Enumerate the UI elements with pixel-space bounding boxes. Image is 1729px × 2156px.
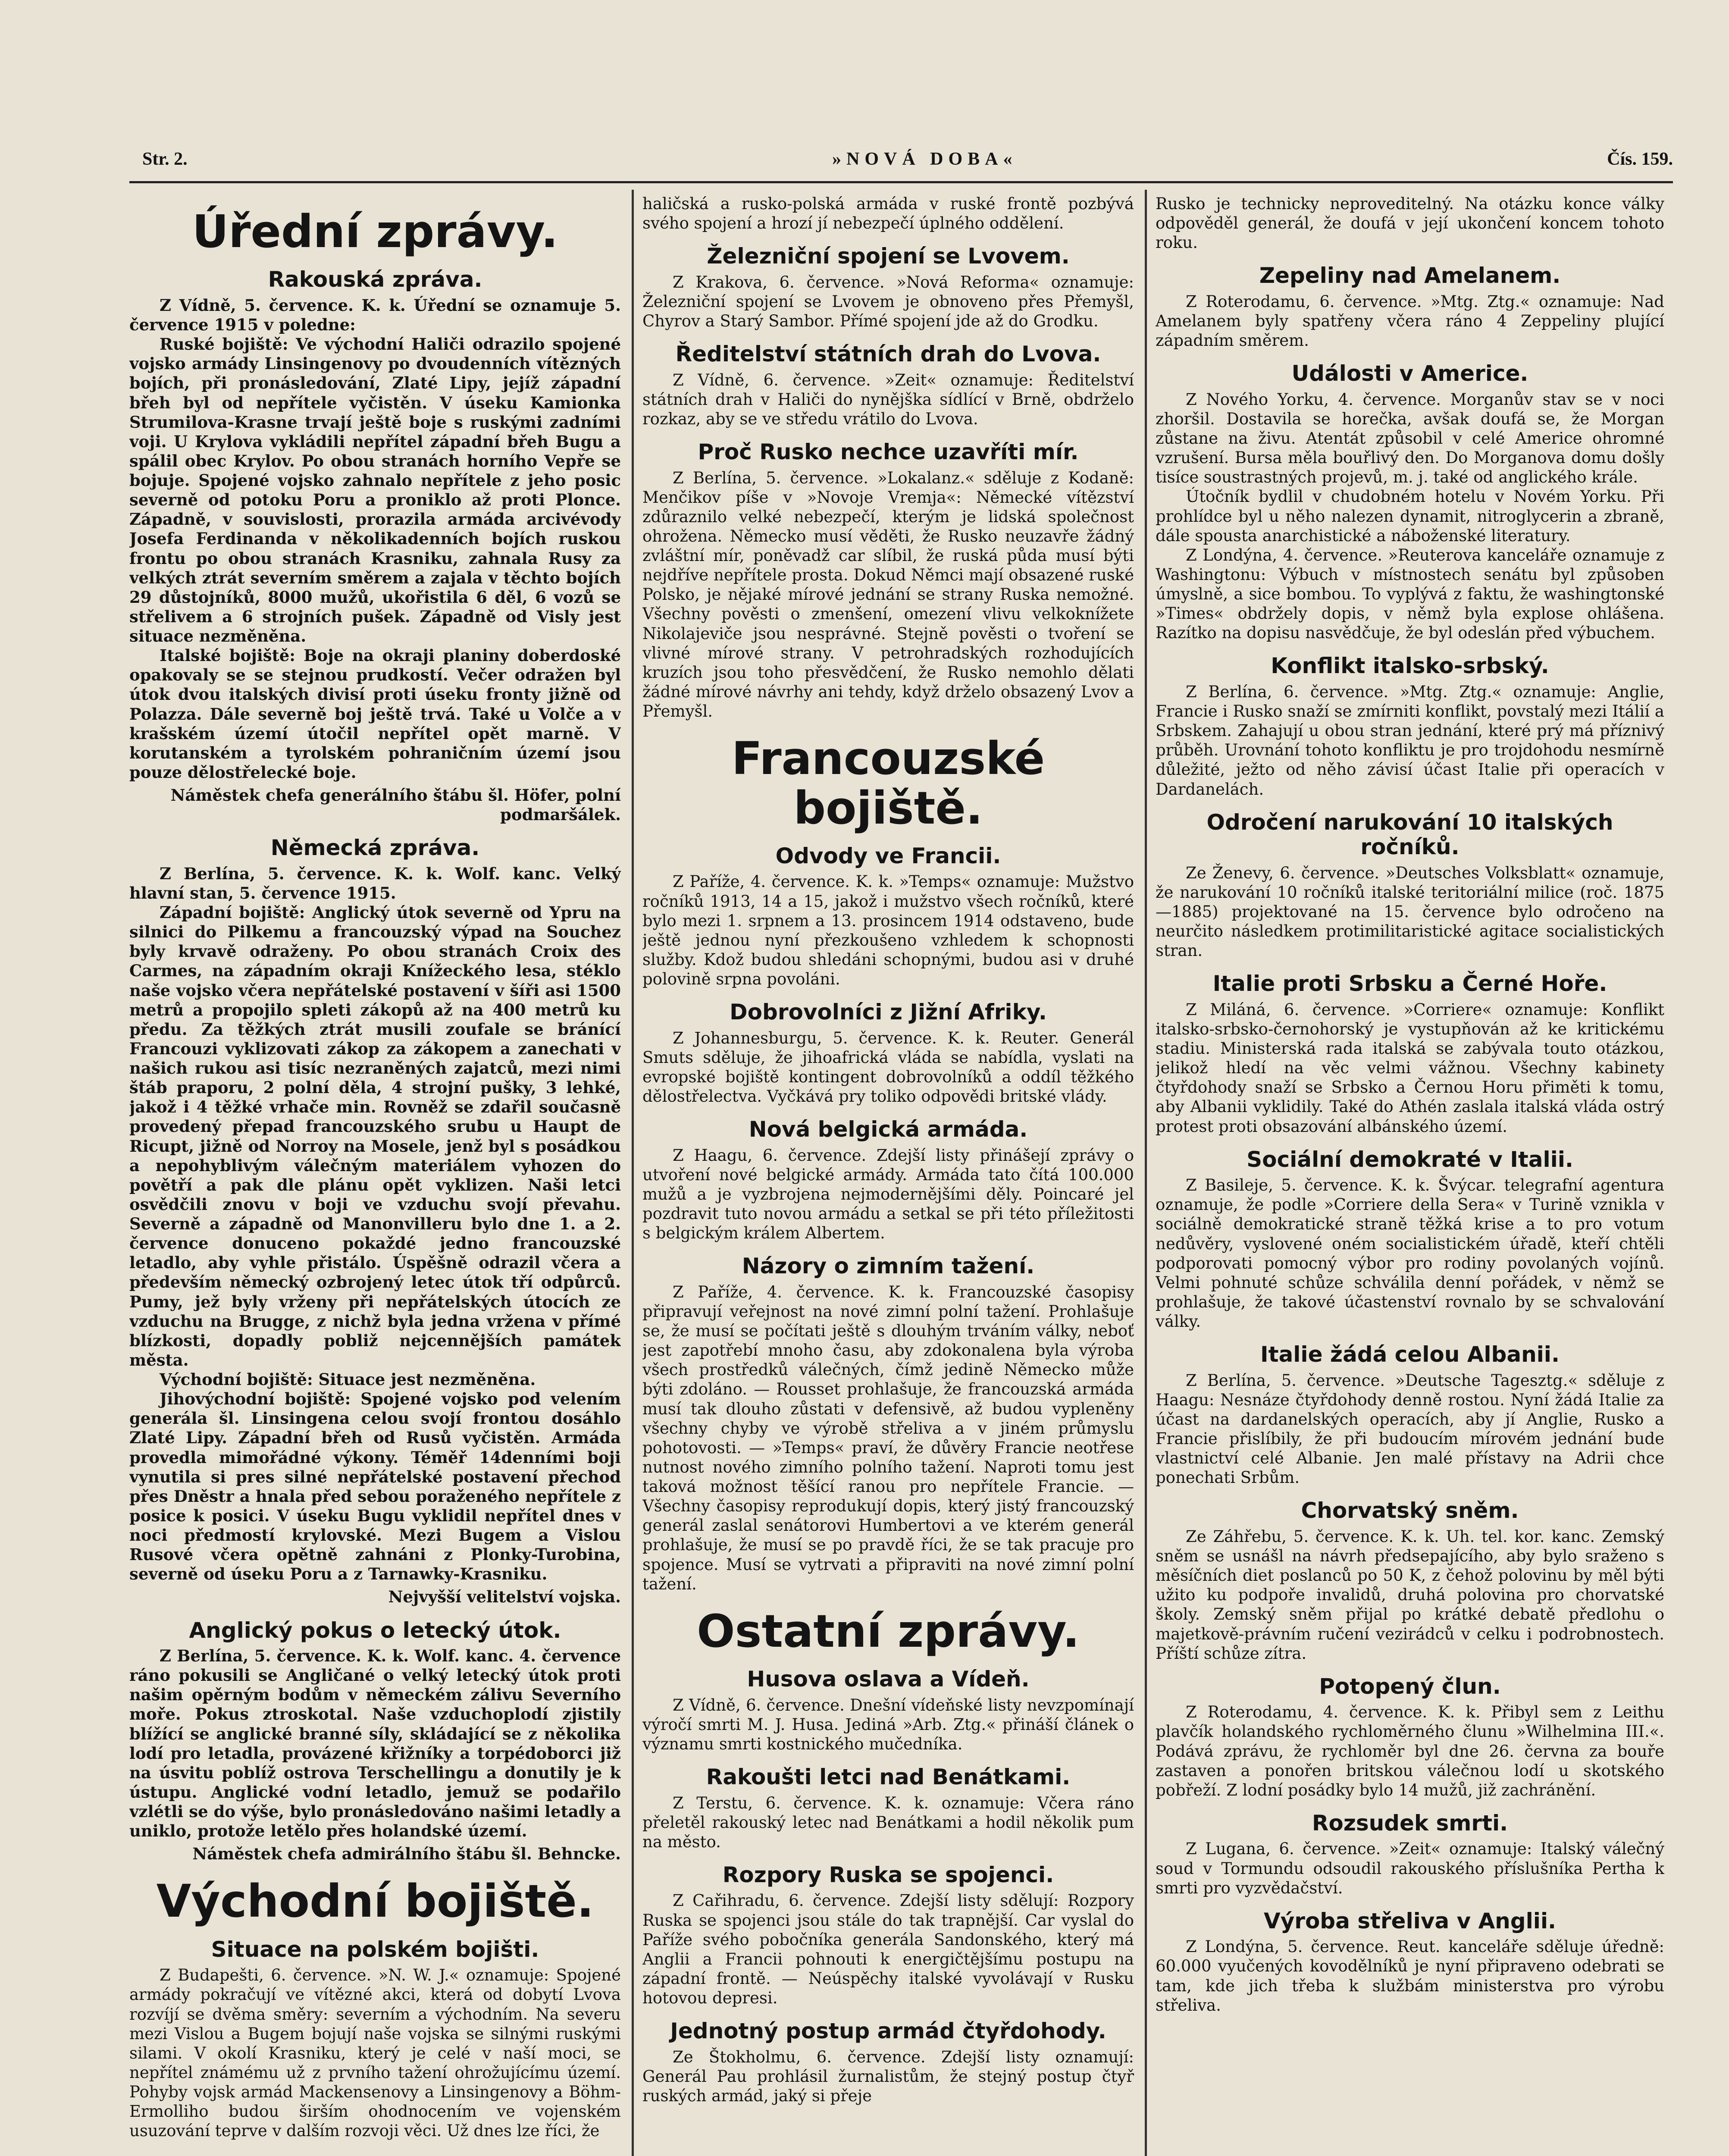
sunk-boat-text: Z Roterodamu, 4. července. K. k. Přibyl sem z Leithu plavčík holandského rychloměrného člunu »Wilhelmina III.«. Podává zprávu, že rychloměr byl dne 26. června za bouře zastaven a ponořen britskou válečnou lodí u skotského pobřeží. Z lodní posádky bylo 14 mužů, již zachránění. [1156,1703,1664,1799]
america-heading: Události v Americe. [1291,361,1529,386]
unified-advance-text: Ze Štokholmu, 6. července. Zdejší listy oznamují: Generál Pau prohlásil žurnalistům, že stejný postup čtyř ruských armád, jaký si přeje [642,2047,1134,2105]
italy-vs-serbia-heading: Italie proti Srbsku a Černé Hoře. [1212,971,1607,997]
polish-front-text: Z Budapešti, 6. července. »N. W. J.« oznamuje: Spojené armády pokračují ve vítězné akci, která od dobytí Lvova rozvíjí se dvěma směry: severním a východním. Na severu mezi Vislou a Bugem bojují naše vojska se silnými ruskými silami. V okolí Krasniku, který je celé v naší moci, se nepřítel známému už z prvního tažení ohrožujícímu území. Pohyby vojsk armád Mackensenovy a Linsingenovy a Böhm-Ermolliho budou širším ohodnocením ve vojenském usuzování teprve v dalším rozvoji věci. Už dnes lze říci, že [129,1966,621,2140]
column-divider-1 [632,190,634,2156]
recruitment-text: Z Paříže, 4. července. K. k. »Temps« oznamuje: Mužstvo ročníků 1913, 14 a 15, jakož i mužstvo všech ročníků, které bylo mezi 1. srpnem a 13. prosincem 1914 odstaveno, bude ještě jednou nyní přezkoušeno vzhledem k schopnosti služby. Kdož budou shledáni schopnými, budou asi v druhé polovině srpna povoláni. [642,872,1134,989]
italy-vs-serbia-text: Z Miláná, 6. července. »Corriere« oznamuje: Konflikt italsko-srbsko-černohorský je vystupňován až ke kritickému stadiu. Ministerská rada italská se zabývala touto otázkou, jelikož hledí na věc velmi vážnou. Všechny kabinety čtyřdohody snaží se Srbsko a Černou Horu přiměti k tomu, aby Albanii vyklidily. Také do Athén zaslala italská vláda ostrý protest proti obsazování albánského území. [1156,1000,1664,1136]
issue-number: Čís. 159. [1607,149,1673,169]
french-front-heading: Francouzské bojiště. [731,732,1045,834]
english-signature: Náměstek chefa admirálního štábu šl. Behncke. [192,1844,621,1864]
allies-dispute-heading: Rozpory Ruska se spojenci. [722,1862,1054,1887]
lvov-rail-text: Z Krakova, 6. července. »Nová Reforma« oznamuje: Železniční spojení se Lvovem je obnoveno přes Přemyšl, Chyrov a Starý Sambor. Přímé spojení jde až do Grodku. [642,273,1134,330]
continued-text: haličská a rusko-polská armáda v ruské frontě pozbývá svého spojení a hrozí jí nebezpečí úplného oddělení. [642,194,1134,233]
volunteers-heading: Dobrovolníci z Jižní Afriky. [730,1000,1047,1025]
ammunition-heading: Výroba střeliva v Anglii. [1264,1908,1556,1934]
death-sentence-text: Z Lugana, 6. července. »Zeit« oznamuje: Italský válečný soud v Tormundu odsoudil rakouského příslušníka Pertha k smrti pro vyzvědačství. [1156,1839,1664,1897]
albania-text: Z Berlína, 5. července. »Deutsche Tagesztg.« sděluje z Haagu: Nesnáze čtyřdohody denně rostou. Nyní žádá Italie za účast na dardanelských operacích, aby jí Anglie, Rusko a Francie přislíbily, že při budoucím mírovém jednání bude vlastnictví celé Albanie. Jen malé přístavy na Adrii chce ponechati Srbům. [1156,1371,1664,1487]
hus-text: Z Vídně, 6. července. Dnešní vídeňské listy nevzpomínají výročí smrti M. J. Husa. Jediná »Arb. Ztg.« přináší článek o významu smrti kostnického mučedníka. [642,1695,1134,1753]
allies-dispute-text: Z Cařihradu, 6. července. Zdejší listy sdělují: Rozpory Ruska se spojenci jsou stále do tak trapnější. Car vyslal do Paříže svého pobočníka generála Sandonského, který má Anglii a Francii pohnouti k energičtějšímu postupu na západní frontě. — Neúspěchy italské vyvolávají v Rusku hotovou depresi. [642,1891,1134,2008]
german-western-front: Západní bojiště: Anglický útok severně od Ypru na silnici do Pilkemu a francouzský výpad na Souchez byly krvavě odraženy. Po obou stranách Croix des Carmes, na západním okraji Knížeckého lesa, stéklo naše vojsko včera nepřátelské postavení v šíři asi 1500 metrů a propojilo spleti zákopů až na 400 metrů ku předu. Za těžkých ztrát musili zoufale se bránící Francouzi vyklizovati zákop za zákopem a zanechati v našich rukou asi tisíc nezraněných zajatců, mezi nimi štáb praporu, 2 polní děla, 4 strojní pušky, 3 lehké, jakož i 4 těžké vrhače min. Rovněž se zdařil současně provedený přepad francouzského srubu u Haupt de Ricupt, jižně od Norroy na Mosele, jenž byl s posádkou a nepohyblivým válečným materiálem vyhozen do povětří a pak dle plánu opět vyklizen. Naši letci osvědčili znovu v boji ve vzduchu svojí převahu. Severně a západně od Manonvilleru bylo dne 1. a 2. července donuceno pokaždé jedno francouzské letadlo, aby vyhle přistálo. Úspěšně odrazil včera a především německý ozbrojený letec útok tří odpůrců. Pumy, jež byly vrženy při nepřátelských útocích ze vzduchu na Brugge, z nichž byla jedna vržena v přímé blízkosti, dopadly pobliž nejcennějších památek města. [129,903,621,1369]
unified-advance-heading: Jednotný postup armád čtyřdohody. [670,2018,1106,2044]
winter-campaign-text: Z Paříže, 4. července. K. k. Francouzské časopisy připravují veřejnost na nové zimní polní tažení. Prohlašuje se, že musí se počítati ještě s dlouhým trváním války, neboť jest zapotřebí mnoho času, aby zdokonalena byla výroba všech prostředků válečných, čímž jedině Německo může býti zdoláno. — Rousset prohlašuje, že francouzská armáda musí tak dlouho zůstati v defensivě, až budou vypleněny všechny chyby ve výrobě střeliva a v jiném průmyslu pohotovosti. — »Temps« praví, že důvěry Francie neotřese nutnost nového zimního polního tažení. Naproti tomu jest taková možnost těšící ranou pro nepřítele Francie. — Všechny časopisy reprodukují dopis, který jistý francouzský generál zaslal senátorovi Humbertovi a ve kterém generál prohlašuje, že musí se po pravdě říci, že se tak pracuje pro spojence. Musí se vytrvati a připraviti na nové zimní polní tažení. [642,1282,1134,1593]
polish-front-heading: Situace na polském bojišti. [211,1937,539,1962]
volunteers-text: Z Johannesburgu, 5. července. K. k. Reuter. Generál Smuts sděluje, že jihoafrická vláda se nabídla, vyslati na evropské bojiště kontingent dobrovolníků a oddíl těžkého dělostřelectva. Vyčkává pry toliko odpovědi britské vlády. [642,1028,1134,1106]
austrian-report-dateline: Z Vídně, 5. července. K. k. Úřední se oznamuje 5. července 1915 v poledne: [129,295,621,335]
column-2 [642,194,1134,2156]
social-democrats-text: Z Basileje, 5. července. K. k. Švýcar. telegrafní agentura oznamuje, že podle »Corriere della Sera« v Turině vznikla v sociálně demokratické straně těžká krise a to pro votum nedůvěry, vyslovené oném socialistickém úřadě, kteří chtěli podporovati pomocný výbor pro rodiny povolaných vojínů. Velmi pohnuté schůze schválila denní pořádek, v němž se prohlašuje, že takové účastenství rovnalo by se schvalování války. [1156,1176,1664,1331]
america-text-1: Z Nového Yorku, 4. července. Morganův stav se v noci zhoršil. Dostavila se horečka, avšak doufá se, že Morgan zůstane na živu. Atentát způsobil v celé Americe ohromné vzrušení. Bursa měla bouřlivý den. Do Morganova domu došly tisíce soustrastných projevů, m. j. také od anglického krále. [1156,390,1664,487]
english-air-attack-text: Z Berlína, 5. července. K. k. Wolf. kanc. 4. července ráno pokusili se Angličané o velký letecký útok proti našim opěrným bodům v německém zálivu Severního moře. Pokus ztroskotal. Naše vzduchoplodí zjistily blížící se anglické branné síly, skládající se z několika lodí pro letadla, provázené křižníky a torpédoborci již na úsvitu poblíž ostrova Terschellingu a donutily je k ústupu. Anglické vodní letadlo, jemuž se podařilo vzlétli se do výše, bylo pronásledováno našimi letadly a uniklo, protože letělo přes holandské území. [129,1646,621,1841]
italo-serbian-conflict-text: Z Berlína, 6. července. »Mtg. Ztg.« oznamuje: Anglie, Francie i Rusko snaží se zmírniti konflikt, povstalý mezi Itálií a Srbskem. Zahajují u obou stran jednání, které prý má příznivý průběh. Urovnání tohoto konfliktu je pro trojdohodu nesmírně důležité, ježto od něho závisí účast Italie při operacích v Dardanelách. [1156,682,1664,799]
zeppelins-heading: Zepeliny nad Amelanem. [1259,263,1561,288]
german-report-heading: Německá zpráva. [270,835,480,861]
german-signature: Nejvyšší velitelství vojska. [388,1587,621,1607]
hus-heading: Husova oslava a Vídeň. [747,1667,1030,1692]
albania-heading: Italie žádá celou Albanii. [1260,1342,1560,1367]
newspaper-title: »NOVÁ DOBA« [832,149,1018,169]
italo-serbian-conflict-heading: Konflikt italsko-srbský. [1271,653,1549,679]
sunk-boat-heading: Potopený člun. [1319,1673,1501,1699]
page-header [142,140,1673,179]
america-text-2: Útočník bydlil v chudobném hotelu v Novém Yorku. Při prohlídce byl u něho nalezen dynamit, nitroglycerin a zbraně, dále spousta anarchistické a náboženské literatury. [1156,487,1664,545]
german-report-dateline: Z Berlína, 5. července. K. k. Wolf. kanc. Velký hlavní stan, 5. července 1915. [129,864,621,903]
america-text-3: Z Londýna, 4. července. »Reuterova kanceláře oznamuje z Washingtonu: Výbuch v místnostech senátu byl způsoben úmyslně, a sice bombou. To vyplývá z faktu, že washingtonské »Times« obdržely dopis, v němž byla explose ohlášena. Razítko na dopisu nasvědčuje, že byl odeslán před výbuchem. [1156,545,1664,642]
austrian-signature: Náměstek chefa generálního štábu šl. Höfer, polní podmaršálek. [170,786,621,824]
english-air-attack-heading: Anglický pokus o letecký útok. [189,1617,561,1643]
russia-peace-heading: Proč Rusko nechce uzavříti mír. [698,439,1079,464]
page-number: Str. 2. [142,149,188,169]
death-sentence-heading: Rozsudek smrti. [1312,1810,1508,1836]
column-divider-2 [1145,190,1147,2156]
austrian-russian-front: Ruské bojiště: Ve východní Haliči odrazilo spojené vojsko armády Linsingenovy po dvoudenních vítězných bojích, při pronásledování, Zlaté Lipy, jejíž západní břeh byl od nepřítele vyčistěn. V úseku Kamionka Strumilova-Krasne trvají ještě boje s ruskými zadními voji. U Krylova vykládili nepřítel západní břeh Bugu a spálil obec Krylov. Po obou stranách horního Vepře se bojuje. Spojené vojsko zahnalo nepřítele z jeho posic severně od potoku Poru a proniklo až proti Plonce. Západně, v souvislosti, prorazila armáda arcivévody Josefa Ferdinanda v několikadenních bojích ruskou frontu po obou stranách Krasniku, zahnala Rusy za velkých ztrát severním směrem a zajala v těchto bojích 29 důstojníků, 8000 mužů, ukořistila 6 děl, 6 vozů se střelivem a 6 strojních pušek. Západně od Visly jest situace nezměněna. [129,335,621,646]
belgian-army-text: Z Haagu, 6. července. Zdejší listy přinášejí zprávy o utvoření nové belgické armády. Armáda tato čítá 100.000 mužů a je vyzbrojena nejmodernějšími děly. Poincaré jel pozdravit tuto novou armádu a setkal se při této příležitosti s belgickým králem Albertem. [642,1146,1134,1243]
lvov-rail-heading: Železniční spojení se Lvovem. [707,244,1070,269]
header-rule [129,181,1673,183]
rail-directorate-heading: Ředitelství státních drah do Lvova. [675,342,1101,367]
austrian-italian-front: Italské bojiště: Boje na okraji planiny doberdoské opakovaly se se stejnou prudkostí. Večer odražen byl útok dvou italských divisí proti úseku fronty jižně od Polazza. Dále severně boj ještě trvá. Také u Volče a v krašském území útočil nepřítel opět marně. V korutanském a tyrolském pohraničním území jsou pouze dělostřelecké boje. [129,646,621,782]
croatian-diet-text: Ze Záhřebu, 5. července. K. k. Uh. tel. kor. kanc. Zemský sněm se usnášl na návrh předsepajícího, aby bylo sraženo s měsíčních diet poslanců po 50 K, z čehož polovinu by měl býti užito ku podpoře invalidů, druhá polovina pro chorvatské školy. Zemský sněm přijal po krátké debatě předlohu o majetkově-právním ručení vezirádců v celku i podrobnostech. Příští schůze zítra. [1156,1527,1664,1663]
eastern-front-heading: Východní bojiště. [156,1875,594,1928]
zeppelins-text: Z Roterodamu, 6. července. »Mtg. Ztg.« oznamuje: Nad Amelanem byly spatřeny včera ráno 4 Zeppeliny plující západním směrem. [1156,292,1664,350]
official-news-heading: Úřední zprávy. [192,205,558,258]
other-news-heading: Ostatní zprávy. [697,1604,1080,1658]
continued-text-3: Rusko je technicky neproveditelný. Na otázku konce války odpověděl generál, že doufá v její ukončení koncem tohoto roku. [1156,194,1664,252]
winter-campaign-heading: Názory o zimním tažení. [742,1253,1035,1279]
croatian-diet-heading: Chorvatský sněm. [1301,1498,1519,1523]
austrian-report-heading: Rakouská zpráva. [268,267,482,292]
social-democrats-heading: Sociální demokraté v Italii. [1247,1147,1573,1172]
postponement-text: Ze Ženevy, 6. července. »Deutsches Volksblatt« oznamuje, že narukování 10 ročníků italské teritoriální milice (roč. 1875—1885) projektované na 15. července bylo odročeno na neurčito následkem protimilitaristické agitace socialistických stran. [1156,863,1664,960]
postponement-heading: Odročení narukování 10 italských ročníků. [1206,809,1613,860]
rail-directorate-text: Z Vídně, 6. července. »Zeit« oznamuje: Ředitelství státních drah v Haliči do nynějška sídlící v Brně, obdrželo rozkaz, aby se ve středu vrátilo do Lvova. [642,370,1134,428]
venice-text: Z Terstu, 6. července. K. k. oznamuje: Včera ráno přeletěl rakouský letec nad Benátkami a hodil několik pum na město. [642,1793,1134,1851]
column-1 [129,194,621,2156]
german-southeastern-front: Jihovýchodní bojiště: Spojené vojsko pod velením generála šl. Linsingena celou svojí frontou dosáhlo Zlaté Lipy. Západní břeh od Rusů vyčistěn. Armáda provedla mimořádné výkony. Téměř 14denními boji vynutila si pres silné nepřátelské postavení přechod přes Dněstr a hnala před sebou poraženého nepřítele z posice k posici. V úseku Bugu vyklidil nepřítel dnes v noci předmostí krylovské. Mezi Bugem a Vislou Rusové včera opětně zahnáni z Plonky-Turobina, severně od úseku Poru a z Tarnawky-Krasniku. [129,1389,621,1584]
recruitment-heading: Odvody ve Francii. [775,843,1001,868]
venice-heading: Rakoušti letci nad Benátkami. [706,1764,1071,1790]
ammunition-text: Z Londýna, 5. července. Reut. kanceláře sděluje úředně: 60.000 vyučených kovodělníků je nyní připraveno odebrati se tam, kde jich třeba k službám ministerstva pro výrobu střeliva. [1156,1937,1664,2015]
belgian-army-heading: Nová belgická armáda. [749,1117,1028,1142]
russia-peace-text: Z Berlína, 5. července. »Lokalanz.« sděluje z Kodaně: Menčikov píše v »Novoje Vremja«: Německé vítězství zdůraznilo velké nebezpečí, kterým je lidská společnost ohrožena. Německo musí věděti, že Rusko neuzavře žádný zvláštní mír, poněvadž car slíbil, že ruská půda musí býti nejdříve nepřítele prosta. Dokud Němci mají obsazené ruské Polsko, je nějaké mírové jednání se strany Ruska nemožné. Všechny pověsti o zmenšení, omezení vlivu velkoknížete Nikolajeviče jsou nesprávné. Stejně pověsti o tvoření se vlivné mírové strany. V petrohradských rozhodujících kruzích jsou toho přesvědčení, že Rusko nemohlo dělati žádné mírové návrhy ani tehdy, když drželo obsazený Lvov a Přemyšl. [642,468,1134,721]
german-eastern-front: Východní bojiště: Situace jest nezměněna. [160,1370,536,1389]
column-3 [1156,194,1664,2156]
